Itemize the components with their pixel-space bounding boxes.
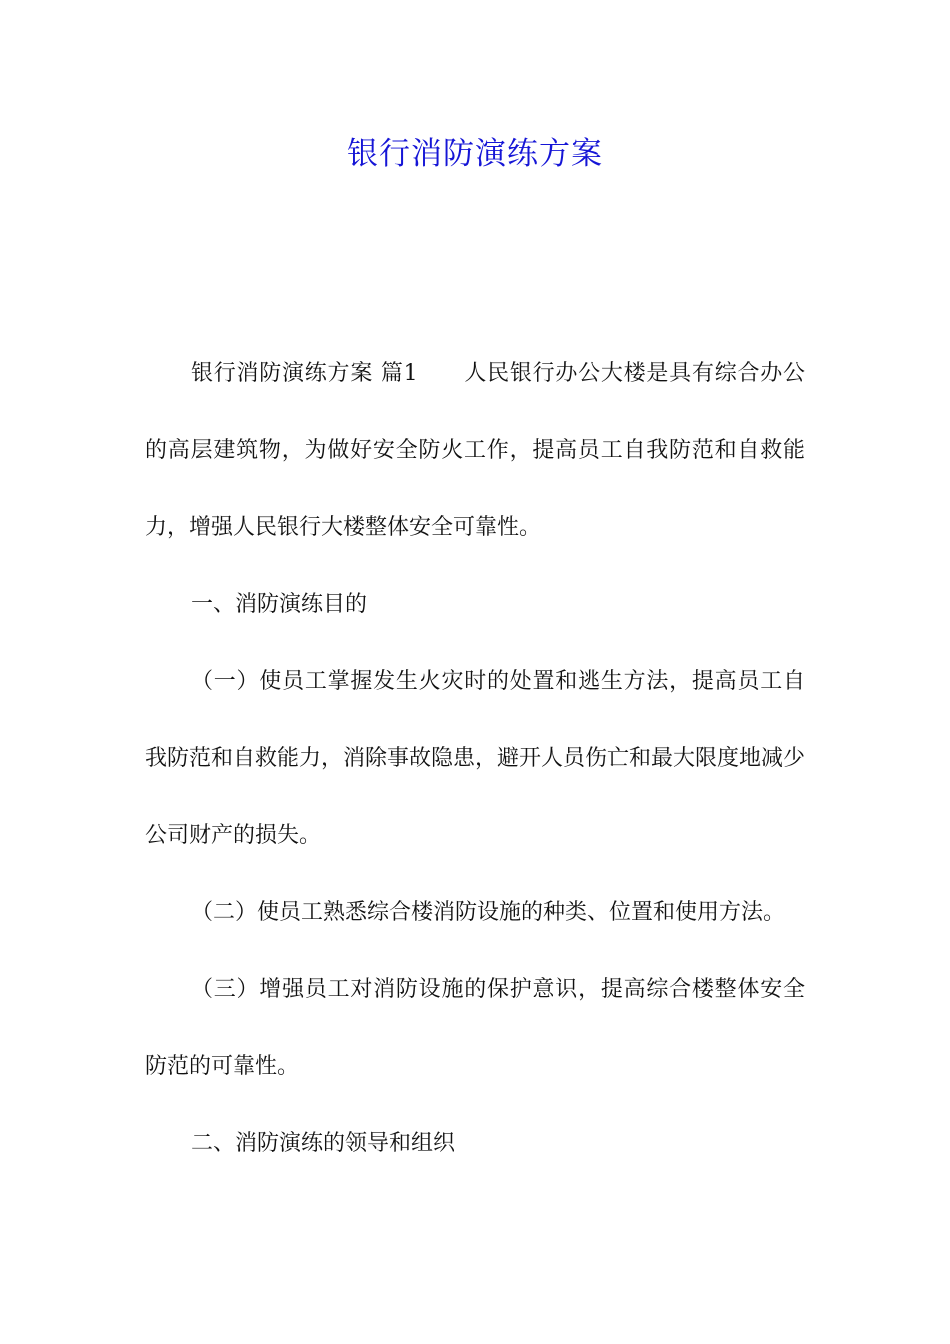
- heading-leadership: 二、消防演练的领导和组织: [191, 1131, 456, 1156]
- paragraph-purpose-3: （三）增强员工对消防设施的保护意识，提高综合楼整体安全防范的可靠性。: [145, 977, 805, 1079]
- paragraph-purpose-2: （二）使员工熟悉综合楼消防设施的种类、位置和使用方法。: [191, 900, 786, 925]
- section-lead: 银行消防演练方案 篇1: [191, 361, 418, 386]
- paragraph-purpose-1: （一）使员工掌握发生火灾时的处置和逃生方法，提高员工自我防范和自救能力，消除事故隐患，避开人员伤亡和最大限度地减少公司财产的损失。: [145, 669, 806, 848]
- intro-text: 人民银行办公大楼是具有综合办公的高层建筑物，为做好安全防火工作，提高员工自我防范和自救能力，增强人民银行大楼整体安全可靠性。: [145, 361, 805, 540]
- heading-purpose: 一、消防演练目的: [191, 592, 368, 617]
- paragraph-intro: [145, 335, 805, 566]
- document-title: 银行消防演练方案: [347, 136, 603, 172]
- document-body: [145, 335, 805, 1182]
